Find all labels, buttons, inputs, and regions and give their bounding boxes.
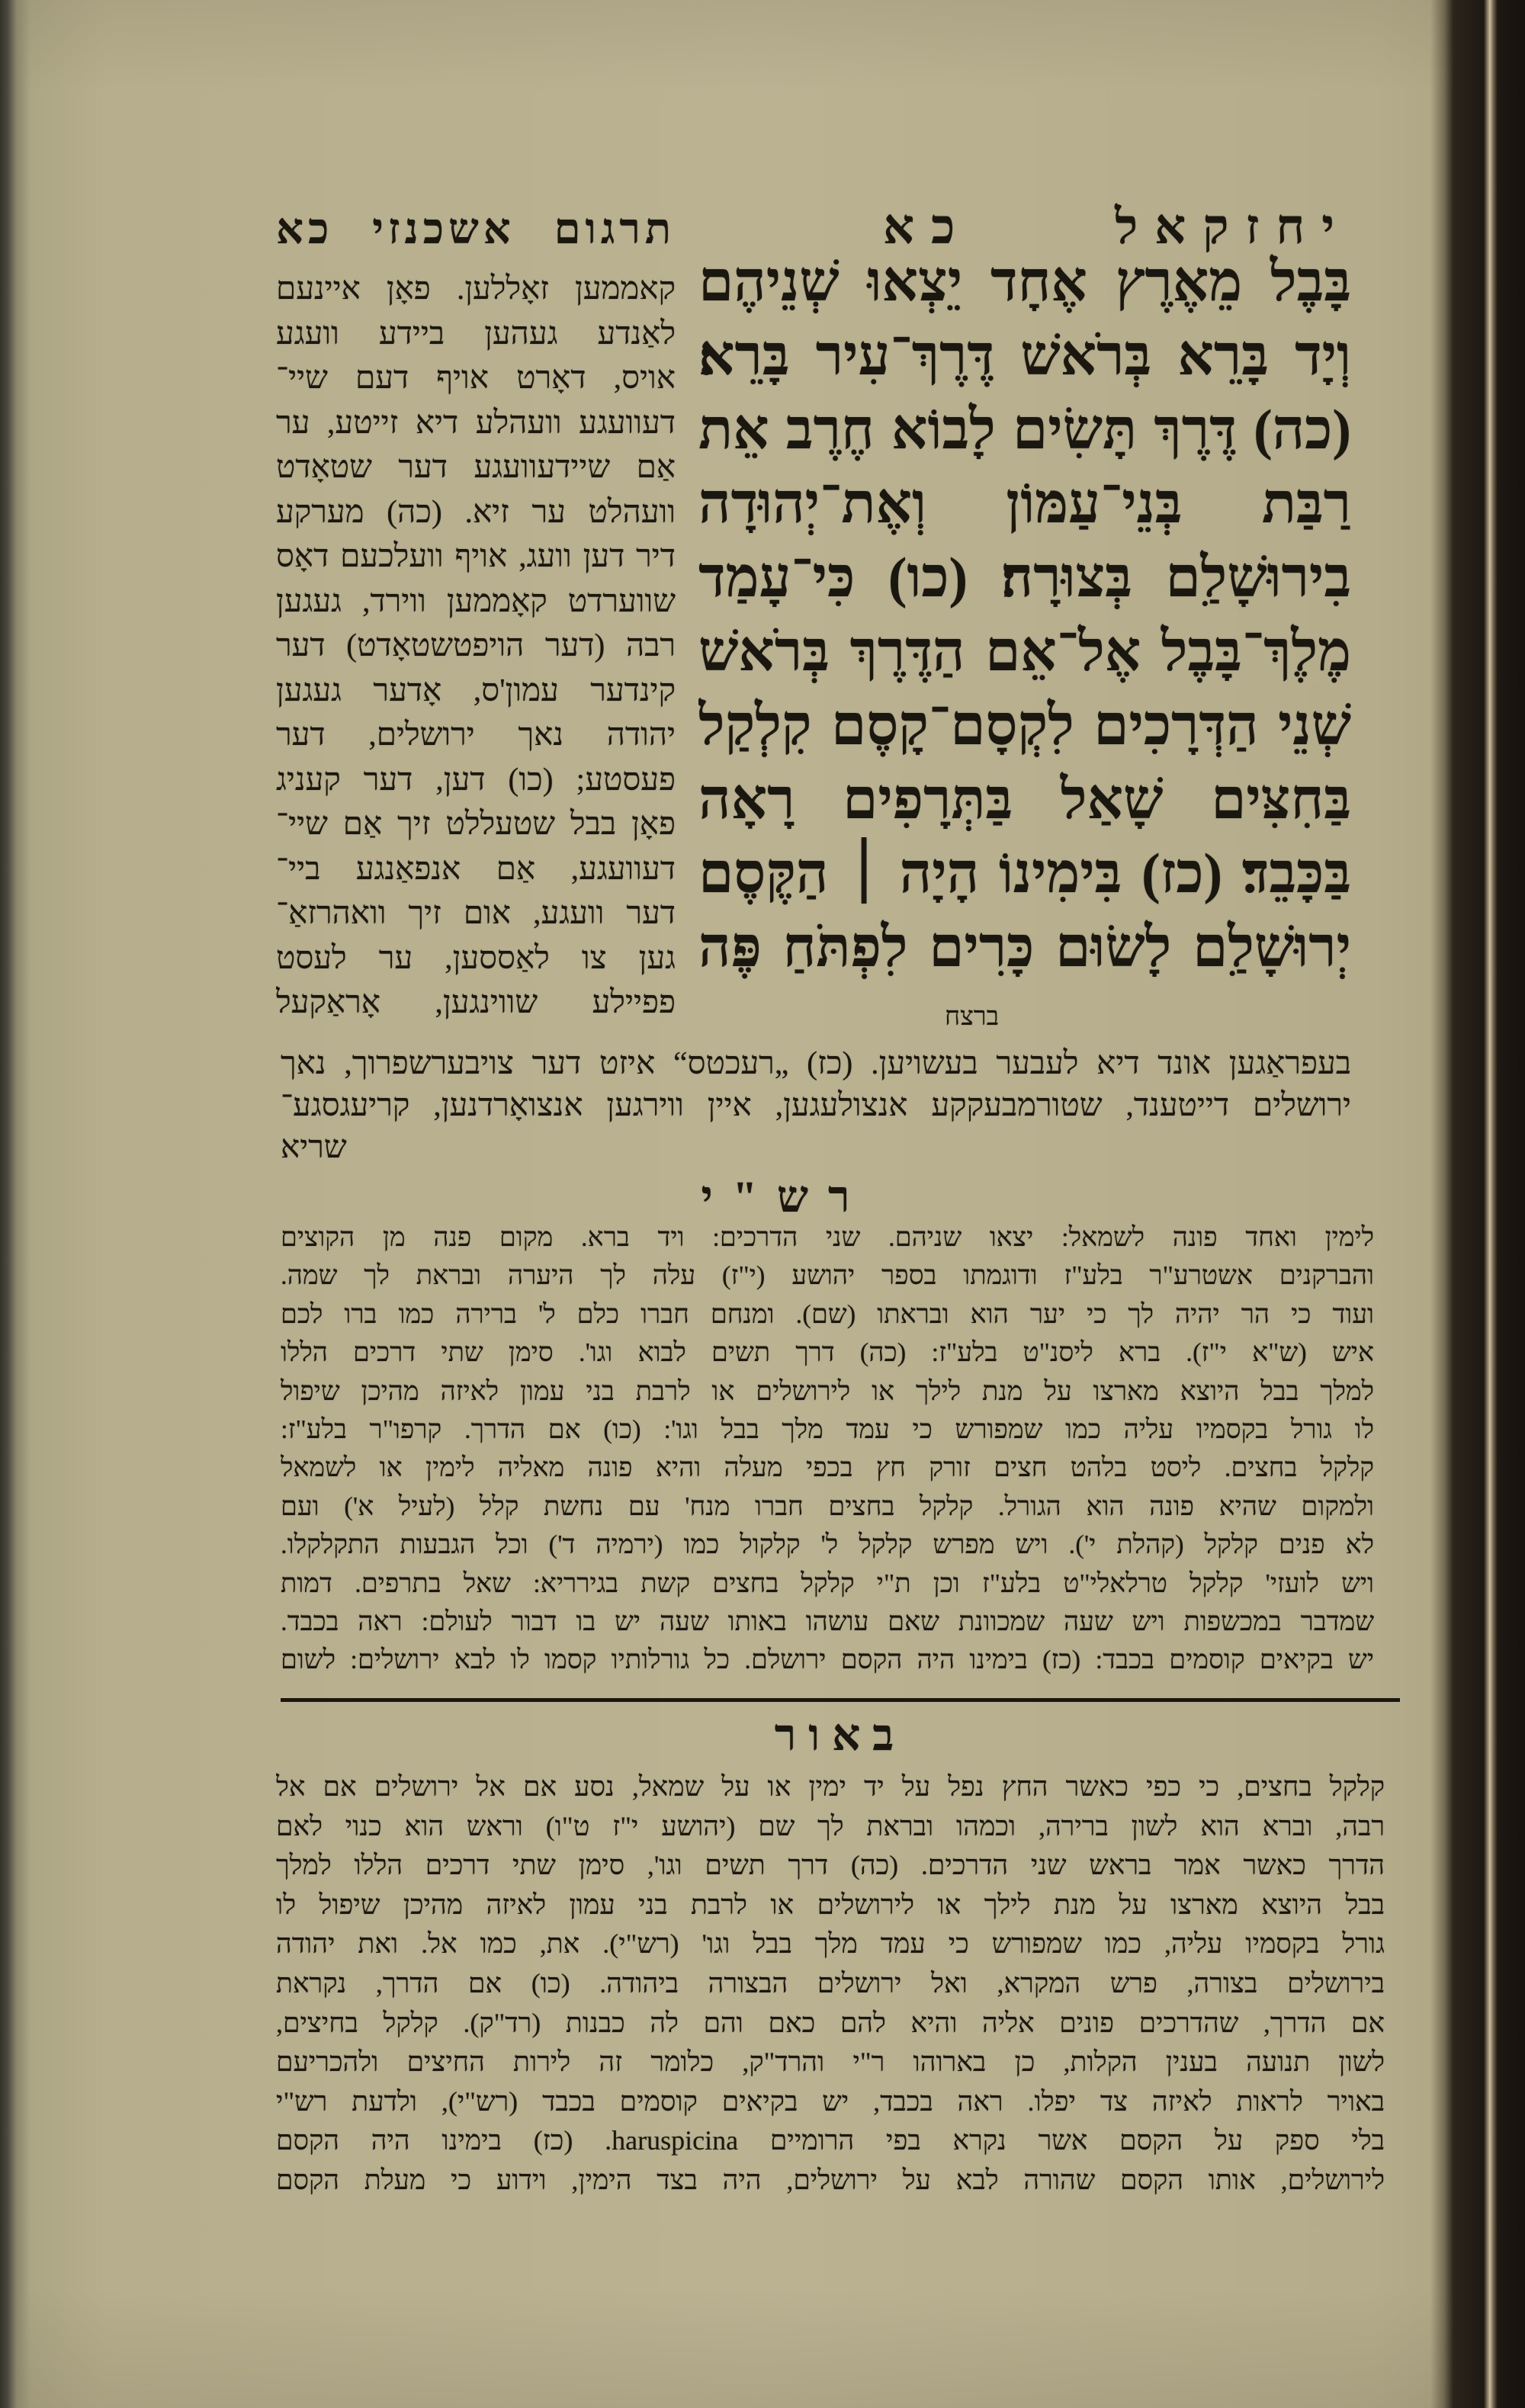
rashi-line: שמדבר במכשפות ויש שעה שמכוונת שאם עושהו באותו שעה יש בו דבור לעולם: ראה בכבד. bbox=[281, 1606, 1374, 1636]
rashi-line: למלך בבל היוצא מארצו על מנת לילך או לירושלים או לרבת בני עמון לאיזה מהיכן שיפול bbox=[281, 1376, 1374, 1406]
translation-line: דעוועגע, אַם אנפאַנגע ביי־ bbox=[276, 851, 676, 887]
rashi-heading bbox=[671, 1170, 900, 1225]
rashi-heading-text: רש"י bbox=[701, 1172, 870, 1222]
running-head-targum bbox=[276, 204, 676, 255]
translation-line: רבה (דער הויפטשטאָדט) דער bbox=[276, 628, 676, 663]
translation-line: אויס, דאָרט אויף דעם שיי־ bbox=[276, 361, 676, 396]
scripture-line: בִירוּשָׁלִַם בְּצוּרָה׃ (כו) כִּי־עָמַד bbox=[698, 547, 1351, 609]
rashi-line: ועוד כי הר יהיה לך כי יער הוא ובראתו (שם). ומנחם חברו כלם ל' ברירה כמו ברו לכם bbox=[281, 1299, 1374, 1329]
biur-line: בלי ספק על הקסם אשר נקרא בפי הרומיים haruspicina. (כז) בימינו היה הקסם bbox=[276, 2125, 1385, 2156]
biur-commentary bbox=[276, 1767, 1385, 2201]
translation-line: פפיילע שווינגען, אָראַקעל bbox=[276, 985, 676, 1020]
biur-line: בירושלים בצורה, פרש המקרא, ואל ירושלים הבצורה ביהודה. (כו) אם הדרך, נקראת bbox=[276, 1967, 1385, 1999]
running-head-text: יחזקאל כא bbox=[883, 200, 1351, 254]
rashi-line: איש (ש"א י"ז). ברא ליסנ"ט בלע"ז: (כה) דרך תשים לבוא וגו'. סימן שתי דרכים הללו bbox=[281, 1337, 1374, 1368]
translation-column bbox=[276, 267, 676, 1026]
translation-line: ירושלים דייטענד, שטורמבעקקע אנצולעגען, איין ווירגען אנצואָרדנען, קריעגסגע־ bbox=[281, 1088, 1351, 1123]
biur-line: רבה, וברא הוא לשון ברירה, וכמהו ובראת לך שם (יהושע י"ז ט"ו) וראש הוא כנוי לאם bbox=[276, 1810, 1385, 1841]
translation-line: שווערדט קאָממען ווירד, געגען bbox=[276, 583, 676, 619]
biur-line: גורל בקסמיו עליה, כמו שמפורש כי עמד מלך בבל וגו' (רש"י). את, כמו אל. ואת יהודה bbox=[276, 1928, 1385, 1960]
scripture-line: בַּכָּבֵד׃ (כז) בִּימִינוֹ הָיָה ׀ הַקֶּסֶם bbox=[698, 843, 1351, 905]
translation-line: שריא bbox=[281, 1130, 347, 1165]
running-head-text: תרגום אשכנזי כא bbox=[276, 206, 676, 253]
biur-line: קלקל בחצים, כי כפי כאשר החץ נפל על יד ימין או על שמאל, נסע אם אל ירושלים אם אל bbox=[276, 1771, 1385, 1802]
biur-line: בבל היוצא מארצו על מנת לילך או לירושלים או לרבת בני עמון לאיזה מהיכן שיפול לו bbox=[276, 1889, 1385, 1920]
translation-line: קאממען זאָללען. פאָן איינעם bbox=[276, 271, 676, 307]
translation-line: לאַנדע געהען ביידע וועגע bbox=[276, 316, 676, 352]
scripture-line: שְׁנֵי הַדְּרָכִים לִקְסָם־קָסֶם קִלְקַל bbox=[698, 695, 1351, 757]
translation-line: אַם שיידעוועגע דער שטאָדט bbox=[276, 450, 676, 485]
scripture-line: יְרוּשָׁלִַם לָשׂוּם כָּרִים לִפְתֹּחַ פֶּה bbox=[698, 917, 1351, 979]
translation-line: יהודה נאך ירושלים, דער bbox=[276, 718, 676, 753]
translation-full-width bbox=[281, 1043, 1351, 1169]
scripture-line: מֶלֶךְ־בָּבֶל אֶל־אֵם הַדֶּרֶךְ בְּרֹאשׁ bbox=[698, 621, 1351, 683]
section-divider-rule bbox=[281, 1698, 1400, 1702]
scripture-line: רַבַּת בְּנֵי־עַמּוֹן וְאֶת־יְהוּדָה bbox=[698, 473, 1351, 535]
rashi-line: לא פנים קלקל (קהלת י'). ויש מפרש קלקל ל' קלקול כמו (ירמיה ד') וכל הגבעות התקלקלו. bbox=[281, 1530, 1374, 1560]
translation-line: גען צו לאַססען, ער לעסט bbox=[276, 940, 676, 976]
rashi-line: לימין ואחד פונה לשמאל: יצאו שניהם. שני הדרכים: ויד ברא. מקום פנה מן הקוצים bbox=[281, 1222, 1374, 1252]
translation-line: קינדער עמון'ס, אָדער געגען bbox=[276, 673, 676, 708]
translation-line: וועהלט ער זיא. (כה) מערקע bbox=[276, 494, 676, 530]
scripture-line: (כה) דֶּרֶךְ תָּשִׂים לָבוֹא חֶרֶב אֵת bbox=[698, 399, 1351, 461]
scripture-line: בַּחִצִּים שָׁאַל בַּתְּרָפִים רָאָה bbox=[698, 769, 1351, 831]
biur-line: אם הדרך, שהדרכים פונים אליה והיא להם כאם והם לה כבנות (רד"ק). קלקל בחיצים, bbox=[276, 2007, 1385, 2038]
rashi-line: ולמקום שהיא פונה הוא הגורל. קלקל בחצים חברו מנח' עם נחשת קלל (לעיל א') ועם bbox=[281, 1491, 1374, 1521]
catchword bbox=[877, 1000, 999, 1034]
scripture-line: וְיָד בָּרֵא בְּרֹאשׁ דֶּרֶךְ־עִיר בָּרֵא׃ bbox=[698, 325, 1351, 387]
translation-line: בעפראַגען אונד דיא לעבער בעשויען. (כז) „רעכטס“ איזט דער צויבערשפרוך, נאך bbox=[281, 1046, 1351, 1081]
rashi-line: קלקל בחצים. ליסט בלהט חצים זורק חץ בכפי מעלה והיא פונה מאליה לימין או לשמאל bbox=[281, 1453, 1374, 1483]
biur-heading bbox=[726, 1708, 955, 1763]
biur-heading-text: באור bbox=[774, 1710, 907, 1760]
scripture-column bbox=[698, 246, 1351, 985]
biur-line: לירושלים, אותו הקסם שהורה לבא על ירושלים, היה בצד הימין, וידוע כי מעלת הקסם bbox=[276, 2164, 1385, 2195]
translation-line: דיר דען וועג, אויף וועלכעם דאָס bbox=[276, 539, 676, 574]
catchword-text: ברצח bbox=[944, 1003, 999, 1031]
rashi-line: לו גורל בקסמיו עליה כמו שמפורש כי עמד מלך בבל וגו': (כו) אם הדרך. קרפו"ר בלע"ז: bbox=[281, 1414, 1374, 1444]
biur-line: לשון תנועה בענין הקלות, כן בארוהו ר"י והרד"ק, כלומר זה לירות החיצים ולהכריעם bbox=[276, 2047, 1385, 2078]
translation-line: פעסטע; (כו) דען, דער קעניג bbox=[276, 762, 676, 798]
rashi-line: והברקנים אשטרע"ר בלע"ז ודוגמתו בספר יהושע (י"ז) עלה לך היערה ובראת לך שמה. bbox=[281, 1260, 1374, 1291]
rashi-commentary bbox=[281, 1218, 1374, 1680]
scripture-line: בָּבֶל מֵאֶרֶץ אֶחָד יֵצְאוּ שְׁנֵיהֶם bbox=[698, 251, 1351, 313]
page-left-edge-shadow bbox=[0, 0, 30, 2408]
translation-line: דעוועגע וועהלע דיא זייטע, ער bbox=[276, 405, 676, 441]
translation-line: דער וועגע, אום זיך וואהרזאַ־ bbox=[276, 896, 676, 931]
rashi-line: ויש לועזי' קלקל טרלאלי"ט בלע"ז וכן ת"י קלקל בחצים קשת בגירריא: שאל בתרפים. דמות bbox=[281, 1568, 1374, 1598]
binding-gutter bbox=[1430, 0, 1525, 2408]
biur-line: הדרך כאשר אמר בראש שני הדרכים. (כה) דרך תשים וגו', סימן שתי דרכים הללו למלך bbox=[276, 1850, 1385, 1881]
biur-line: באויר לראות לאיזה צד יפלו. ראה בכבד, יש בקיאים קוסמים בכבד (רש"י), ולדעת רש"י bbox=[276, 2085, 1385, 2117]
translation-line: פאָן בבל שטעללט זיך אַם שיי־ bbox=[276, 807, 676, 842]
rashi-line: יש בקיאים קוסמים בכבד: (כז) בימינו היה הקסם ירושלם. כל גורלותיו קסמו לו לבא ירושלים: לשום bbox=[281, 1645, 1374, 1675]
